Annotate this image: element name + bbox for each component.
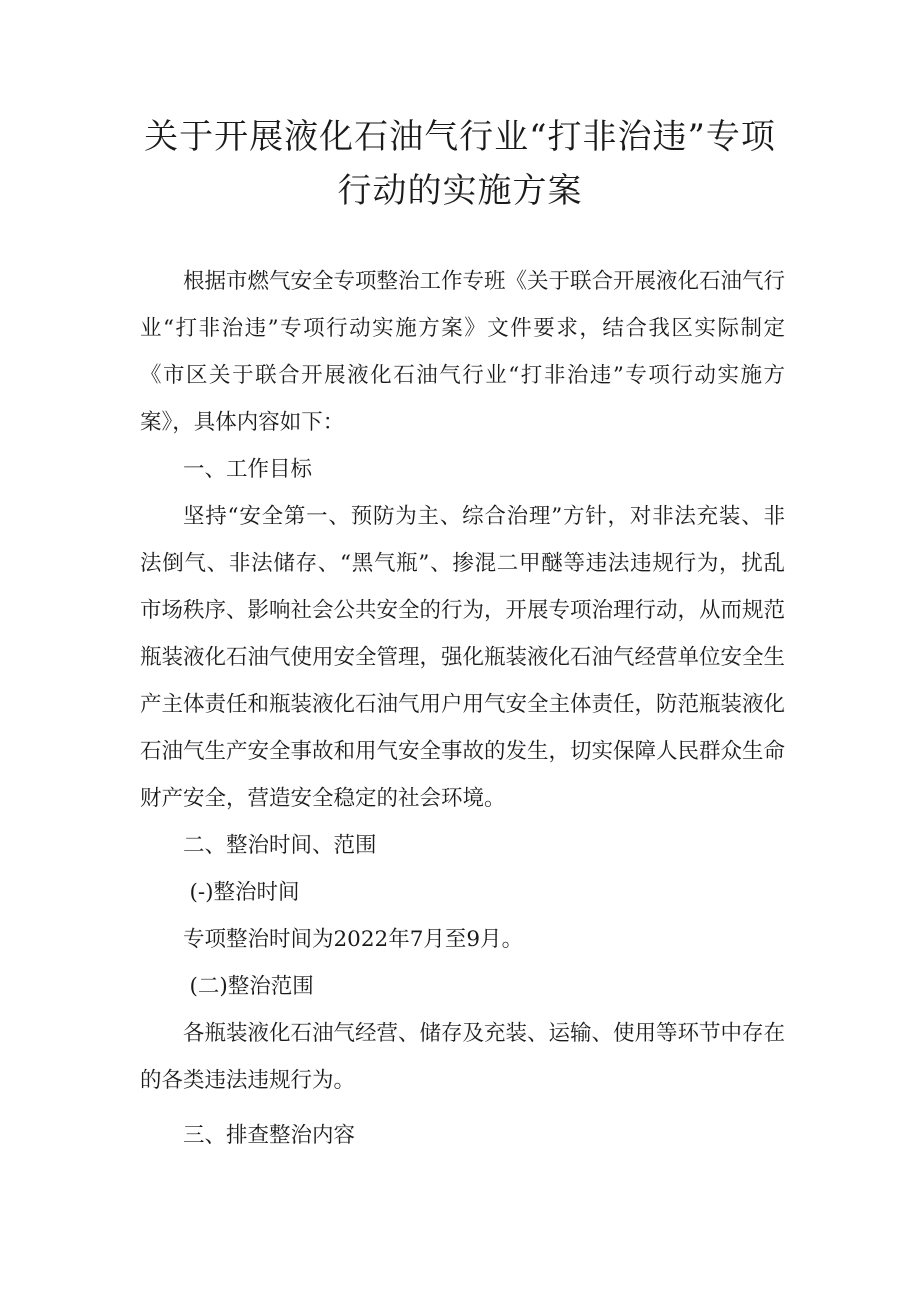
section-heading-time-scope: 二、整治时间、范围 xyxy=(183,833,377,858)
scope-paragraph: 各瓶装液化石油气经营、储存及充装、运输、使用等环节中存在的各类违法违规行为。 xyxy=(140,1021,786,1093)
section-heading-goals: 一、工作目标 xyxy=(183,457,313,482)
section-heading-contents: 三、排查整治内容 xyxy=(183,1123,356,1148)
subheading-scope: (二)整治范围 xyxy=(189,974,314,999)
intro-paragraph: 根据市燃气安全专项整治工作专班《关于联合开展液化石油气行业“打非治违”专项行动实施方案》文件要求，结合我区实际制定《市区关于联合开展液化石油气行业“打非治违”专项行动实施方案》，具体内容如下： xyxy=(140,269,786,435)
title-line-1: 关于开展液化石油气行业“打非治违”专项 xyxy=(144,117,776,157)
document-title xyxy=(120,110,800,218)
document-body xyxy=(140,258,785,1159)
title-line-2: 行动的实施方案 xyxy=(337,171,583,211)
subheading-time: (-)整治时间 xyxy=(189,880,300,905)
goals-paragraph: 坚持“安全第一、预防为主、综合治理”方针，对非法充装、非法倒气、非法储存、“黑气瓶”、掺混二甲醚等违法违规行为，扰乱市场秩序、影响社会公共安全的行为，开展专项治理行动，从而规范瓶装液化石油气使用安全管理，强化瓶装液化石油气经营单位安全生产主体责任和瓶装液化石油气用户用气安全主体责任，防范瓶装液化石油气生产安全事故和用气安全事故的发生，切实保障人民群众生命财产安全，营造安全稳定的社会环境。 xyxy=(140,504,786,811)
time-paragraph: 专项整治时间为2022年7月至9月。 xyxy=(183,927,524,952)
